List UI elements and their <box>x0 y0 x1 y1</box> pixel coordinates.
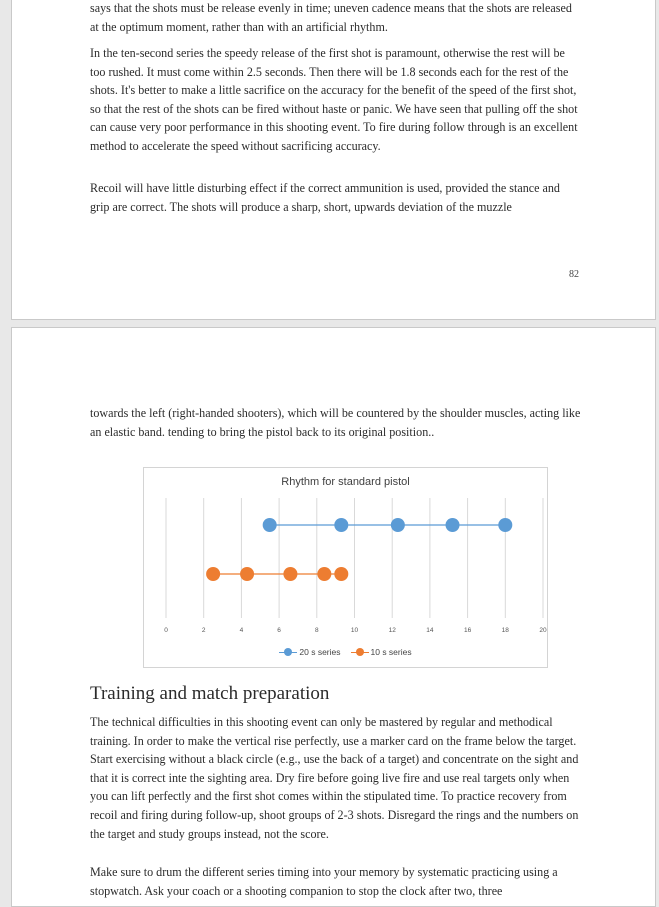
x-tick-label: 6 <box>277 627 281 634</box>
legend-marker <box>279 648 297 656</box>
data-point <box>446 518 460 532</box>
data-point <box>498 518 512 532</box>
data-point <box>334 518 348 532</box>
data-point <box>334 567 348 581</box>
x-tick-label: 2 <box>201 627 206 634</box>
page-number: 82 <box>569 269 579 280</box>
x-tick-label: 0 <box>164 627 168 634</box>
x-tick-label: 16 <box>463 627 472 634</box>
x-tick-label: 10 <box>350 627 359 634</box>
chart-legend <box>144 647 547 658</box>
legend-marker <box>351 648 369 656</box>
legend-item <box>351 647 412 657</box>
document-page-83 <box>11 327 656 907</box>
x-tick-label: 4 <box>239 627 244 634</box>
data-point <box>263 518 277 532</box>
paragraph-recoil-continued: towards the left (right-handed shooters), which will be countered by the shoulder muscles, acting like an elastic band. tending to bring the pistol back to its original position.. <box>90 406 581 439</box>
paragraph-recoil: Recoil will have little disturbing effect if the correct ammunition is used, provided the stance and grip are correct. The shots will produce a sharp, short, upwards deviation of the muzzle <box>90 181 560 214</box>
data-point <box>240 567 254 581</box>
x-tick-label: 8 <box>314 627 319 634</box>
chart-plot-area <box>144 468 547 667</box>
paragraph-shot-cadence: says that the shots must be release evenly in time; uneven cadence means that the shots are released at the optimum moment, rather than with an artificial rhythm. <box>90 1 572 34</box>
data-point <box>206 567 220 581</box>
x-tick-label: 20 <box>539 627 547 634</box>
data-point <box>391 518 405 532</box>
paragraph-ten-second-series: In the ten-second series the speedy release of the first shot is paramount, otherwise the rest will be too rushed. It must come within 2.5 seconds. Then there will be 1.8 seconds each for the rest of the shots. It's better to make a little sacrifice on the accuracy for the benefit of the speed of the first shot, so that the rest of the shots can be fired without haste or panic. We have seen that pulling off the shot can cause very poor performance in this shooting event. To fire during follow through is an excellent method to accelerate the speed without sacrificing accuracy. <box>90 46 578 153</box>
x-tick-label: 14 <box>426 627 434 634</box>
chart-title: Rhythm for standard pistol <box>281 476 410 488</box>
paragraph-training: The technical difficulties in this shooting event can only be mastered by regular and methodical training. In order to make the vertical rise perfectly, use a marker card on the frame below the target. Start exercising without a black circle (e.g., use the back of a target) and concentrate on the sight and that it is correct inte the sighting area. Dry fire before going live fire and use real targets only when you can lift perfectly and the first shot comes within the stipulated time. To practice recovery from recoil and firing during follow-up, shoot groups of 2-3 shots. Disregard the rings and the numbers on the target and study groups instead, not the score. <box>90 715 579 841</box>
section-heading: Training and match preparation <box>90 683 330 704</box>
x-tick-label: 12 <box>388 627 396 634</box>
rhythm-chart <box>143 467 548 668</box>
data-point <box>317 567 331 581</box>
legend-item <box>279 647 340 657</box>
legend-label: 20 s series <box>299 647 341 657</box>
data-point <box>283 567 297 581</box>
x-tick-label: 18 <box>501 627 509 634</box>
legend-label: 10 s series <box>370 647 412 657</box>
document-page-82 <box>11 0 656 320</box>
paragraph-stopwatch: Make sure to drum the different series timing into your memory by systematic practicing using a stopwatch. Ask your coach or a shooting companion to stop the clock after two, three <box>90 865 558 898</box>
